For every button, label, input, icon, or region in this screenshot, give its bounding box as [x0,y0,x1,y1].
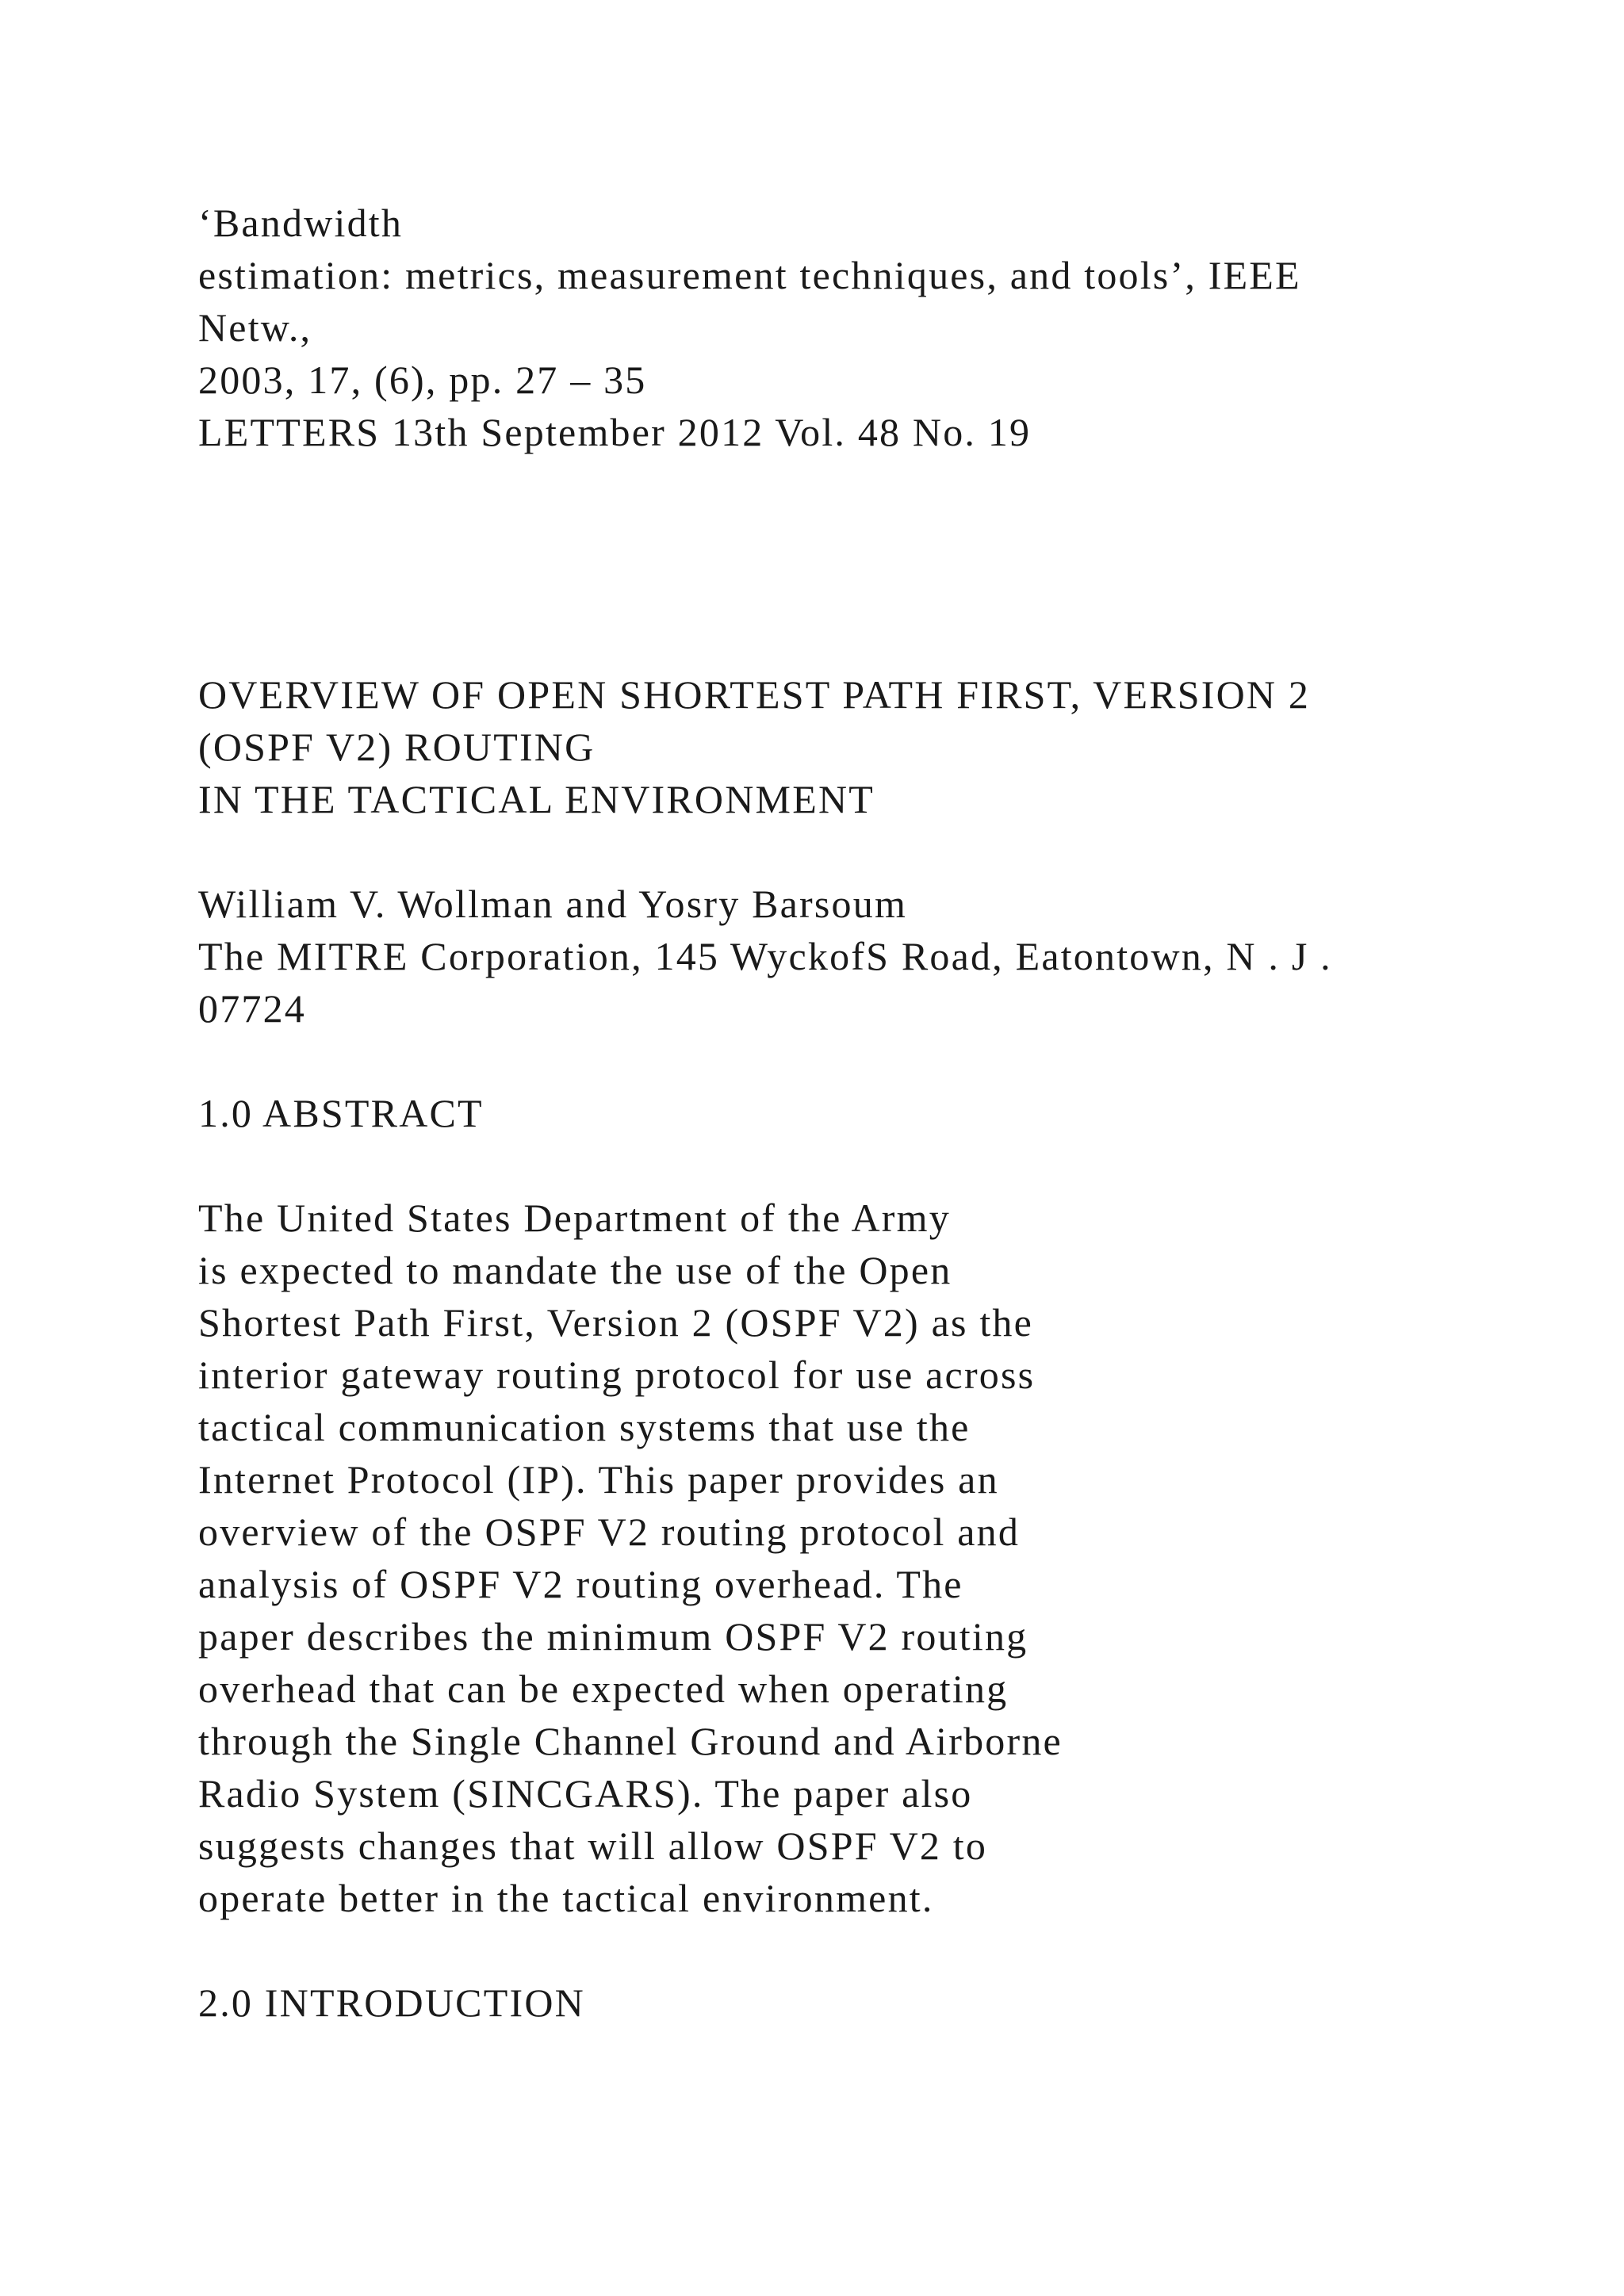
introduction-heading: 2.0 INTRODUCTION [198,1980,585,2025]
document-page [198,0,1546,2296]
author-names: William V. Wollman and Yosry Barsoum [198,882,908,926]
abstract-line: analysis of OSPF V2 routing overhead. The [198,1562,963,1606]
reference-line: Netw., [198,305,312,350]
reference-line: 2003, 17, (6), pp. 27 – 35 [198,358,647,402]
abstract-line: Radio System (SINCGARS). The paper also [198,1771,973,1816]
abstract-line: tactical communication systems that use the [198,1405,971,1449]
abstract-line: through the Single Channel Ground and Airborne [198,1719,1063,1763]
reference-line: estimation: metrics, measurement techniques, and tools’, IEEE [198,253,1301,297]
abstract-line: overhead that can be expected when operating [198,1667,1009,1711]
author-affiliation: The MITRE Corporation, 145 WyckofS Road, Eatontown, N . J . [198,934,1332,978]
abstract-line: Shortest Path First, Version 2 (OSPF V2) as the [198,1300,1034,1345]
abstract-line: Internet Protocol (IP). This paper provides an [198,1457,999,1502]
abstract-line: overview of the OSPF V2 routing protocol and [198,1510,1021,1554]
abstract-line: The United States Department of the Army [198,1196,951,1240]
reference-line: LETTERS 13th September 2012 Vol. 48 No. 19 [198,410,1032,454]
paper-title-line: IN THE TACTICAL ENVIRONMENT [198,777,875,821]
paper-title-line: OVERVIEW OF OPEN SHORTEST PATH FIRST, VERSION 2 [198,672,1311,717]
reference-line: ‘Bandwidth [198,201,404,245]
abstract-line: paper describes the minimum OSPF V2 routing [198,1614,1028,1659]
author-affiliation: 07724 [198,986,306,1031]
abstract-line: operate better in the tactical environment. [198,1876,934,1920]
abstract-line: suggests changes that will allow OSPF V2 to [198,1823,988,1868]
paper-title-line: (OSPF V2) ROUTING [198,725,596,769]
abstract-line: is expected to mandate the use of the Open [198,1248,952,1292]
abstract-heading: 1.0 ABSTRACT [198,1091,484,1135]
abstract-line: interior gateway routing protocol for use across [198,1353,1036,1397]
